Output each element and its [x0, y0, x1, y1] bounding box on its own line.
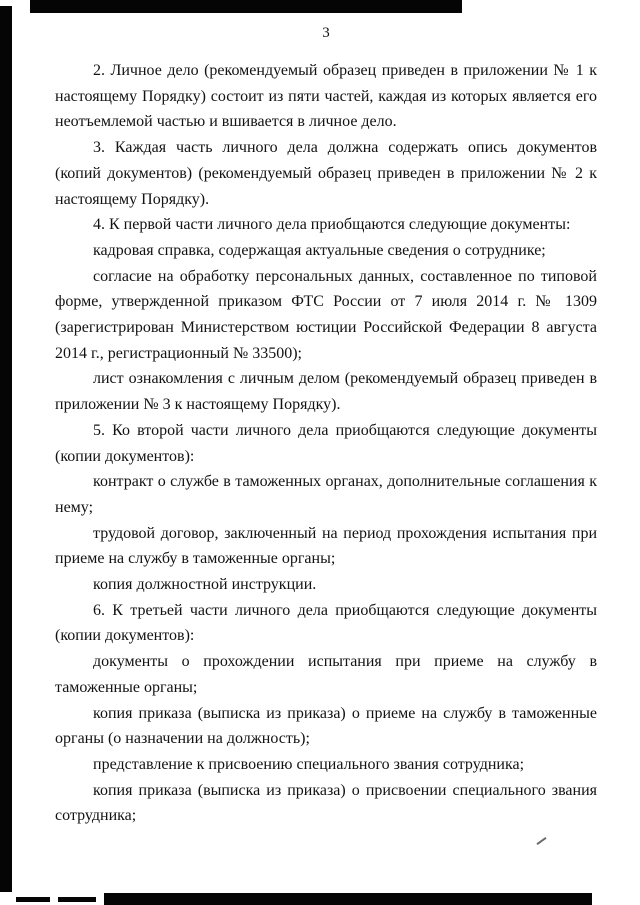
paragraph: копия должностной инструкции. — [93, 576, 317, 594]
paragraph: копия приказа (выписка из приказа) о приеме на службу в таможенные органы (о назначении на должность); — [55, 704, 597, 748]
scan-artifact-left-bar — [0, 6, 12, 892]
pen-mark — [536, 837, 546, 845]
scan-artifact-dash — [58, 897, 96, 902]
scan-artifact-dash — [16, 897, 50, 902]
document-content — [55, 20, 597, 829]
paragraph: контракт о службе в таможенных органах, дополнительные соглашения к нему; — [55, 473, 597, 516]
paragraph: копия приказа (выписка из приказа) о присвоении специального звания сотрудника; — [55, 781, 597, 825]
paragraph: 2. Личное дело (рекомендуемый образец приведен в приложении № 1 к настоящему Порядку) состоит из пяти частей, каждая из которых является его неотъемлемой частью и вшивается в личное дело. — [55, 62, 597, 131]
page-number: 3 — [322, 25, 330, 41]
paragraph: 4. К первой части личного дела приобщаются следующие документы: — [93, 216, 571, 234]
paragraph: кадровая справка, содержащая актуальные сведения о сотруднике; — [93, 241, 546, 259]
paragraph: лист ознакомления с личным делом (рекомендуемый образец приведен в приложении № 3 к настоящему Порядку). — [55, 370, 597, 414]
paragraph: 5. Ко второй части личного дела приобщаются следующие документы (копии документов): — [55, 421, 597, 465]
paragraph: согласие на обработку персональных данных, составленное по типовой форме, утвержденной приказом ФТС России от 7 июля 2014 г. № 1309 (зарегистрирован Министерством юстиции Российской Федерации 8 августа 2014 г., регистрационный № 33500); — [55, 267, 597, 362]
paragraph: 3. Каждая часть личного дела должна содержать опись документов (копий документов) (рекомендуемый образец приведен в приложении № 2 к настоящему Порядку). — [55, 139, 597, 208]
scan-artifact-top-bar — [30, 0, 462, 13]
scan-artifact-bottom-bar — [104, 893, 592, 905]
paragraph: документы о прохождении испытания при приеме на службу в таможенные органы; — [55, 653, 597, 696]
paragraph: трудовой договор, заключенный на период прохождения испытания при приеме на службу в таможенные органы; — [55, 524, 597, 568]
paragraph: представление к присвоению специального звания сотрудника; — [93, 755, 525, 773]
paragraph: 6. К третьей части личного дела приобщаются следующие документы (копии документов): — [55, 601, 597, 645]
